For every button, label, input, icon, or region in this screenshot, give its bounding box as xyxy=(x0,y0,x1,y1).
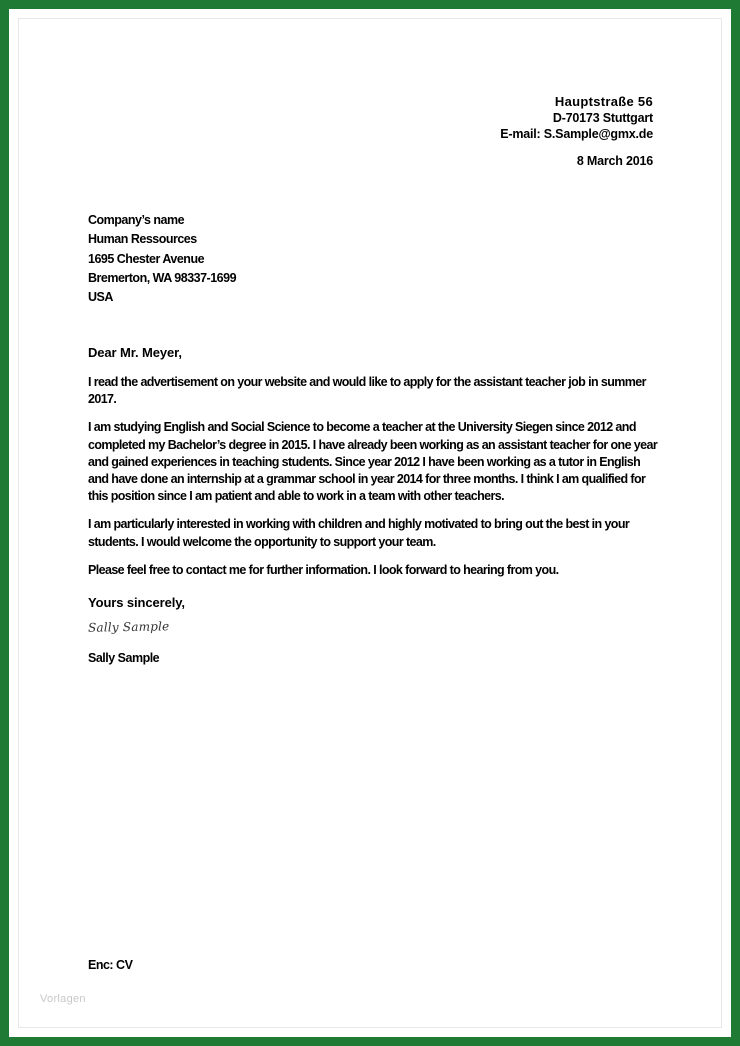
salutation: Dear Mr. Meyer, xyxy=(88,345,182,360)
letter-date: 8 March 2016 xyxy=(576,154,653,168)
sender-address xyxy=(500,94,653,142)
handwritten-signature: Sally Sample xyxy=(87,619,170,635)
recipient-company: Company’s name xyxy=(88,213,185,227)
watermark: Vorlagen xyxy=(40,993,86,1005)
body-paragraph: Please feel free to contact me for further information. I look forward to hearing from you. xyxy=(88,562,559,577)
recipient-city: Bremerton, WA 98337-1699 xyxy=(88,270,237,285)
recipient-department: Human Ressources xyxy=(88,232,197,247)
printed-name: Sally Sample xyxy=(88,651,160,665)
recipient-street: 1695 Chester Avenue xyxy=(88,251,205,266)
body-paragraph: I read the advertisement on your website and would like to apply for the assistant teacher job in summer 2017. xyxy=(88,375,646,407)
sender-city: D-70173 Stuttgart xyxy=(552,111,653,125)
sender-street: Hauptstraße 56 xyxy=(554,94,653,109)
closing: Yours sincerely, xyxy=(88,595,185,610)
enclosure-note: Enc: CV xyxy=(88,958,133,972)
body-paragraph: I am particularly interested in working with children and highly motivated to bring out the best in your students. I would welcome the opportunity to support your team. xyxy=(88,517,630,549)
letter-body xyxy=(88,374,658,590)
recipient-country: USA xyxy=(88,290,113,305)
sender-email: E-mail: S.Sample@gmx.de xyxy=(500,127,653,141)
recipient-address xyxy=(88,211,236,307)
body-paragraph: I am studying English and Social Science to become a teacher at the University Siegen since 2012 and completed my Bachelor’s degree in 2015. I have already been working as an assistant teacher for one year and gained experiences in teaching students. Since year 2012 I have been working as a tutor in English and have done an internship at a grammar school in year 2014 for three months. I think I am qualified for this position since I am patient and able to work in a team with other teachers. xyxy=(88,420,658,504)
